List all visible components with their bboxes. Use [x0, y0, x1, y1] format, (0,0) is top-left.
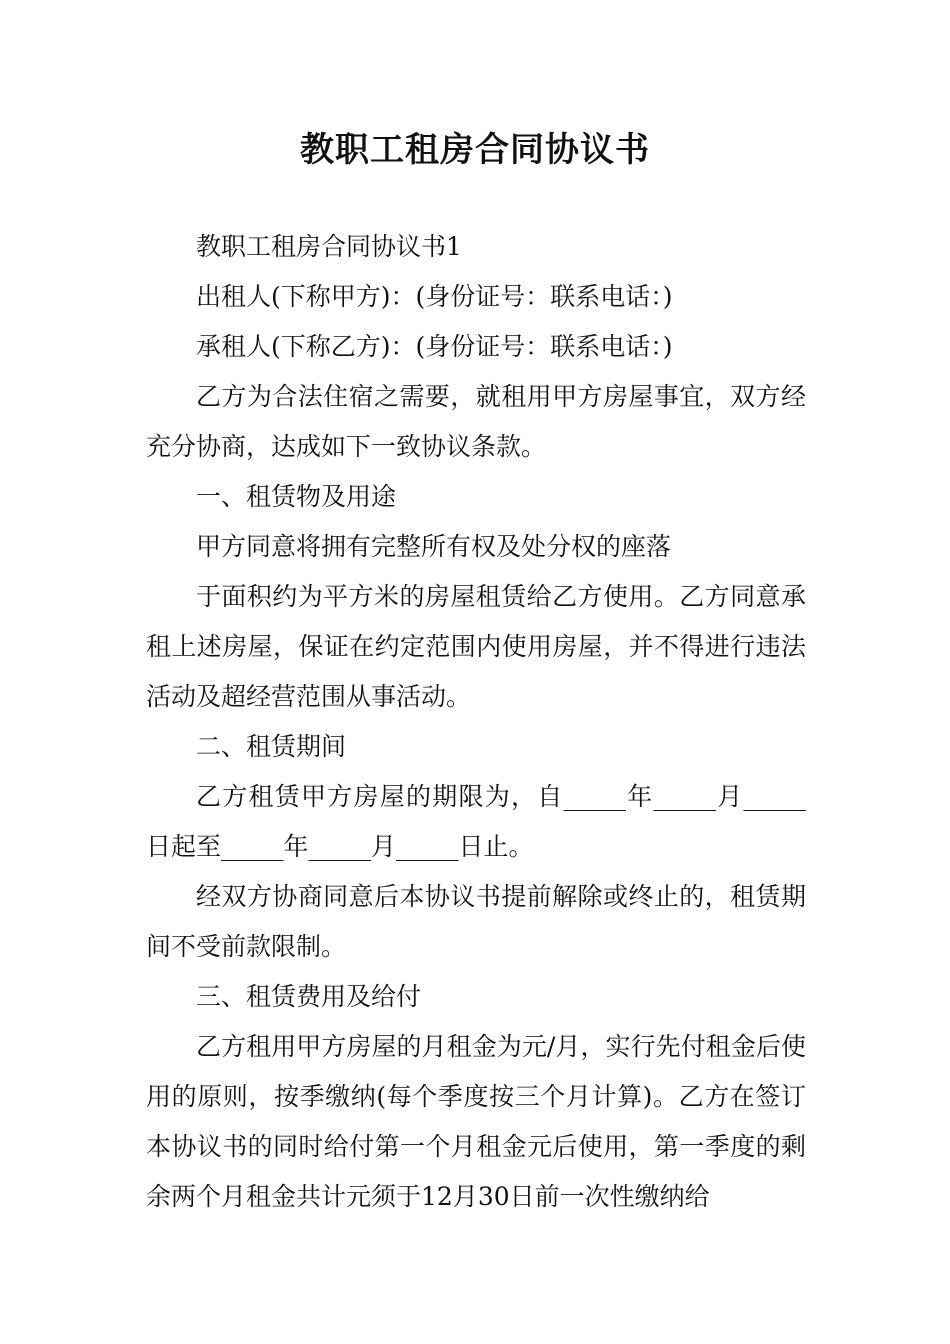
- paragraph-property-use: 于面积约为平方米的房屋租赁给乙方使用。乙方同意承租上述房屋，保证在约定范围内使用房屋，并不得进行违法活动及超经营范围从事活动。: [146, 582, 806, 711]
- paragraph-lease-term: 乙方租赁甲方房屋的期限为，自_____年_____月_____日起至_____年_____月_____日止。: [146, 782, 806, 861]
- paragraph-lessee: 承租人(下称乙方)：(身份证号：联系电话：): [196, 332, 673, 361]
- section-heading-2: 二、租赁期间: [196, 732, 347, 761]
- paragraph-preamble: 乙方为合法住宿之需要，就租用甲方房屋事宜，双方经充分协商，达成如下一致协议条款。: [146, 382, 806, 461]
- section-heading-3: 三、租赁费用及给付: [196, 982, 422, 1011]
- section-heading-1: 一、租赁物及用途: [196, 482, 397, 511]
- document-title: 教职工租房合同协议书: [300, 130, 650, 170]
- paragraph-property-location: 甲方同意将拥有完整所有权及处分权的座落: [196, 532, 672, 561]
- paragraph-rent-payment: 乙方租用甲方房屋的月租金为元/月，实行先付租金后使用的原则，按季缴纳(每个季度按三个月计算)。乙方在签订本协议书的同时给付第一个月租金元后使用，第一季度的剩余两个月租金共计元须于12月30日前一次性缴纳给: [146, 1032, 806, 1211]
- paragraph-early-termination: 经双方协商同意后本协议书提前解除或终止的，租赁期间不受前款限制。: [146, 882, 806, 961]
- paragraph-subtitle: 教职工租房合同协议书1: [196, 232, 462, 261]
- document-body: [146, 222, 806, 1222]
- paragraph-lessor: 出租人(下称甲方)：(身份证号：联系电话：): [196, 282, 673, 311]
